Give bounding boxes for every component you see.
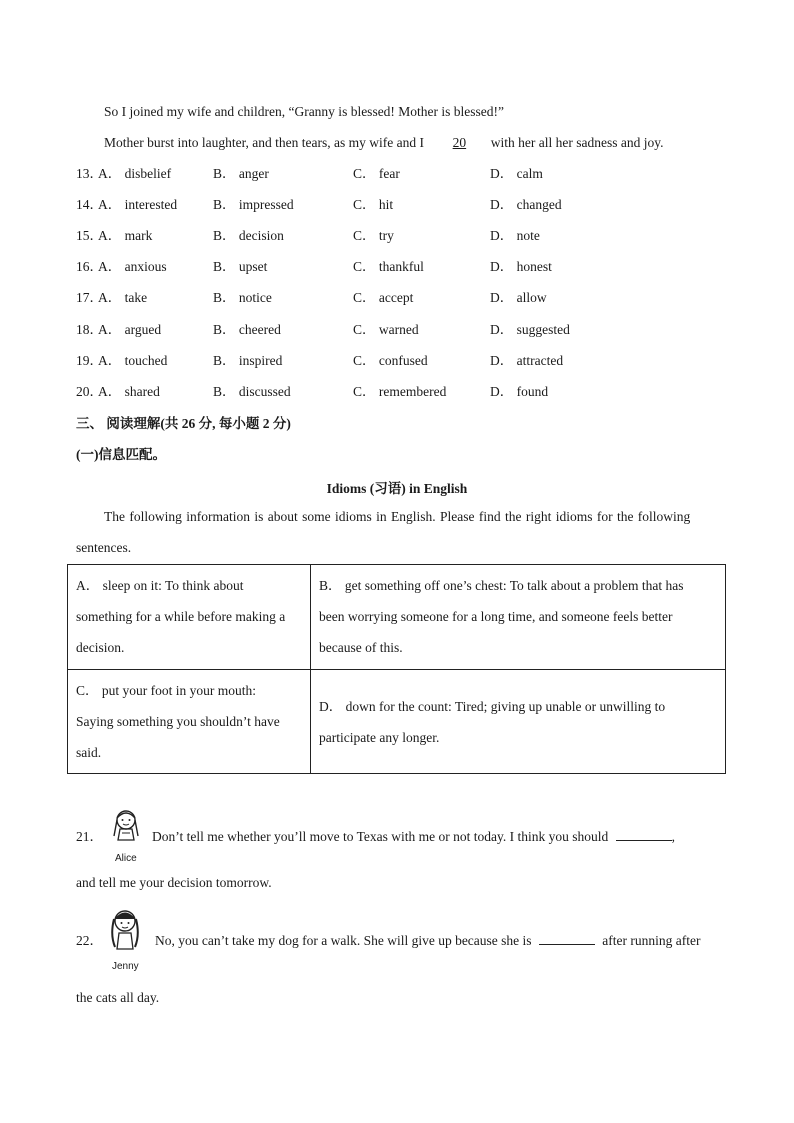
passage-line-2-text: Mother burst into laughter, and then tears, as my wife and I — [104, 135, 424, 150]
alice-avatar-icon — [106, 806, 146, 854]
idiom-a — [68, 565, 311, 670]
option-c[interactable]: C． try — [353, 228, 394, 244]
passage-line-2 — [104, 134, 663, 152]
passage-line-1: So I joined my wife and children, “Granny is blessed! Mother is blessed!” — [104, 104, 505, 119]
answer-blank-21[interactable] — [616, 828, 672, 841]
question-row — [76, 352, 716, 370]
intro-line-2: sentences. — [76, 540, 132, 555]
question-21-line-2: and tell me your decision tomorrow. — [76, 875, 272, 890]
idiom-b — [311, 565, 726, 670]
question-row — [76, 196, 716, 214]
option-b[interactable]: B． upset — [213, 259, 268, 275]
idiom-table — [67, 564, 726, 774]
question-21-text — [152, 828, 675, 846]
idiom-a-line-3: decision. — [76, 640, 125, 655]
question-row — [76, 383, 716, 401]
option-a[interactable]: A． shared — [98, 383, 160, 399]
question-row — [76, 227, 716, 245]
option-d[interactable]: D． allow — [490, 290, 547, 306]
option-d[interactable]: D． attracted — [490, 352, 564, 368]
option-b[interactable]: B． anger — [213, 166, 269, 181]
question-21-text-before: Don’t tell me whether you’ll move to Texas with me or not today. I think you should — [152, 829, 609, 844]
option-c[interactable]: C． fear — [353, 166, 400, 181]
question-number: 18． — [76, 321, 103, 337]
answer-blank-22[interactable] — [539, 932, 595, 945]
idiom-b-line-3: because of this. — [319, 640, 403, 655]
option-a[interactable]: A． mark — [98, 228, 153, 244]
intro-line-1: The following information is about some idioms in English. Please find the right idioms for the following — [104, 509, 691, 524]
idiom-a-line-2: something for a while before making a — [76, 609, 286, 624]
option-d[interactable]: D． found — [490, 383, 549, 399]
question-number: 15． — [76, 228, 103, 244]
question-number: 16． — [76, 259, 103, 275]
option-b[interactable]: B． inspired — [213, 352, 283, 368]
idiom-c — [68, 670, 311, 774]
alice-label: Alice — [115, 853, 137, 864]
question-row — [76, 258, 716, 276]
option-b[interactable]: B． impressed — [213, 197, 294, 213]
idiom-b-line-2: been worrying someone for a long time, and someone feels better — [319, 609, 673, 624]
idiom-c-line-3: said. — [76, 745, 102, 760]
question-number: 20． — [76, 383, 103, 399]
option-b[interactable]: B． discussed — [213, 383, 291, 399]
jenny-label: Jenny — [112, 961, 139, 972]
option-a[interactable]: A． touched — [98, 352, 168, 368]
option-b[interactable]: B． decision — [213, 228, 284, 244]
question-number: 13． — [76, 166, 103, 181]
option-a[interactable]: A． disbelief — [98, 166, 172, 181]
idiom-c-line-1: C． put your foot in your mouth: — [76, 683, 256, 698]
option-a[interactable]: A． anxious — [98, 259, 167, 275]
question-22-text-after: after running after — [602, 933, 701, 948]
question-row — [76, 165, 716, 183]
idiom-c-line-2: Saying something you shouldn’t have — [76, 714, 280, 729]
option-d[interactable]: D． suggested — [490, 321, 570, 337]
option-d[interactable]: D． honest — [490, 259, 552, 275]
option-b[interactable]: B． cheered — [213, 321, 281, 337]
question-number: 19． — [76, 352, 103, 368]
question-22-number: 22． — [76, 933, 103, 948]
subsection-heading: (一)信息匹配。 — [76, 447, 166, 462]
question-21-number: 21． — [76, 829, 103, 844]
question-row — [76, 289, 716, 307]
idiom-d — [311, 670, 726, 774]
option-c[interactable]: C． thankful — [353, 259, 424, 275]
option-a[interactable]: A． take — [98, 290, 148, 306]
idiom-d-line-2: participate any longer. — [319, 729, 440, 745]
question-21-comma: , — [671, 829, 675, 844]
question-row — [76, 321, 716, 339]
blank-20: 20 — [452, 135, 467, 150]
question-number: 14． — [76, 197, 103, 213]
passage-title: Idioms (习语) in English — [326, 481, 468, 496]
option-a[interactable]: A． interested — [98, 197, 178, 213]
passage-line-2-end: with her all her sadness and joy. — [490, 135, 664, 150]
question-22-line-2: the cats all day. — [76, 990, 160, 1005]
idiom-d-line-1: D． down for the count: Tired; giving up unable or unwilling to — [319, 698, 666, 714]
option-c[interactable]: C． confused — [353, 352, 428, 368]
option-d[interactable]: D． note — [490, 228, 540, 244]
option-d[interactable]: D． changed — [490, 197, 562, 213]
idiom-b-line-1: B． get something off one’s chest: To talk about a problem that has — [319, 578, 684, 593]
section-heading: 三、 阅读理解(共 26 分, 每小题 2 分) — [76, 416, 291, 431]
option-c[interactable]: C． remembered — [353, 383, 447, 399]
option-c[interactable]: C． hit — [353, 197, 394, 213]
option-d[interactable]: D． calm — [490, 166, 543, 181]
option-c[interactable]: C． accept — [353, 290, 414, 306]
jenny-avatar-icon — [104, 903, 146, 961]
option-c[interactable]: C． warned — [353, 321, 419, 337]
option-a[interactable]: A． argued — [98, 321, 162, 337]
option-b[interactable]: B． notice — [213, 290, 272, 306]
question-22-text-before: No, you can’t take my dog for a walk. She will give up because she is — [155, 933, 532, 948]
question-22-text — [155, 932, 701, 950]
idiom-a-line-1: A． sleep on it: To think about — [76, 578, 244, 593]
question-number: 17． — [76, 290, 103, 306]
